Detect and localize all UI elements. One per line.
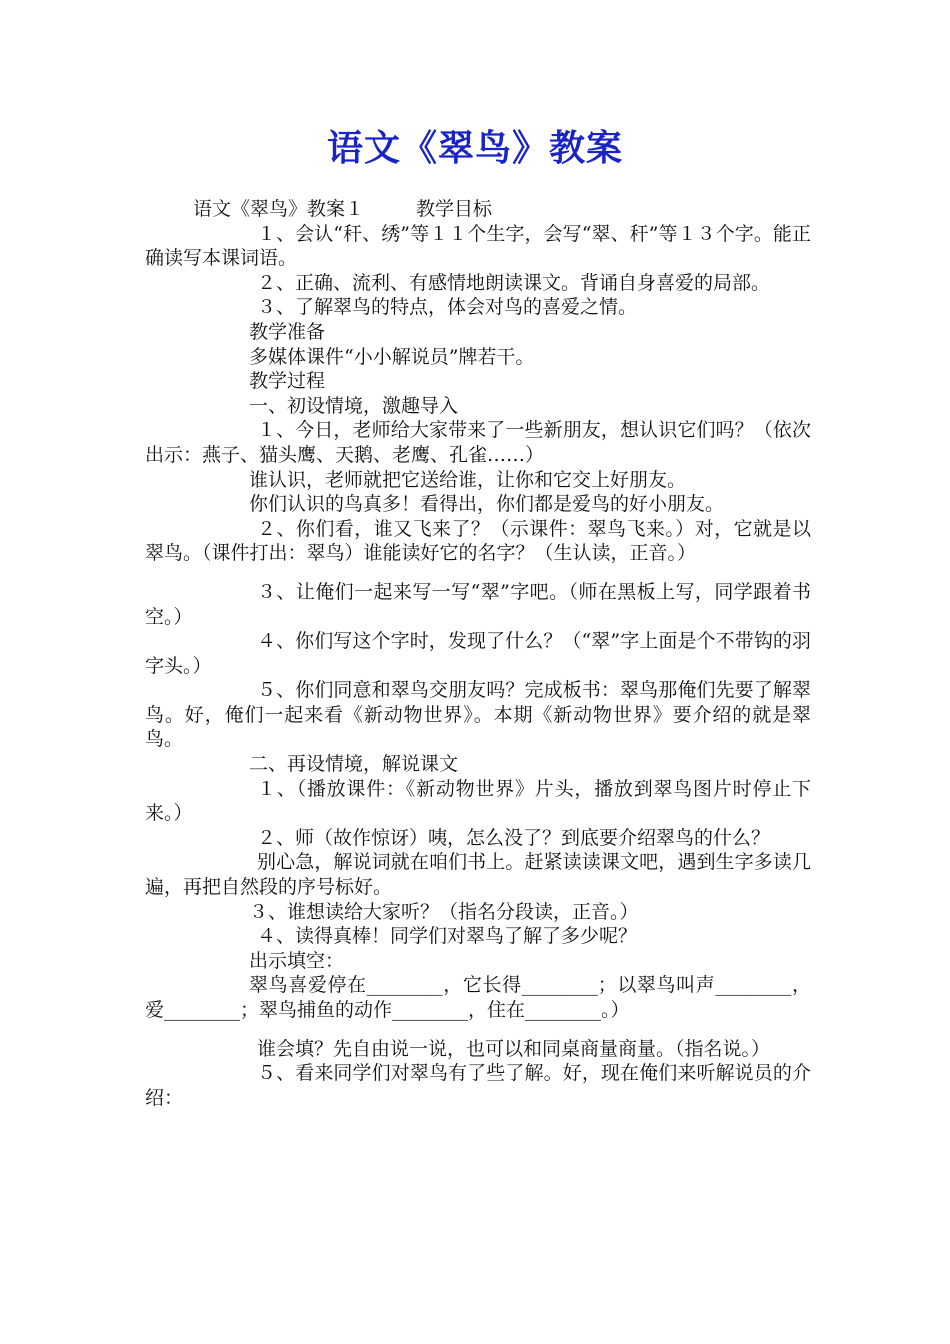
intro-line [145, 197, 811, 222]
paragraph: ４、读得真棒！同学们对翠鸟了解了多少呢？ [257, 925, 638, 948]
paragraph: ４、你们写这个字时，发现了什么？（“翠”字上面是个不带钩的羽字头。） [145, 630, 811, 677]
intro-section-label: 教学目标 [416, 198, 493, 220]
fill-in-blank-exercise: 翠鸟喜爱停在________，它长得________；以翠鸟叫声________，爱________；翠鸟捕鱼的动作________，住在________。） [145, 974, 811, 1021]
paragraph: ３、谁想读给大家听？（指名分段读，正音。） [249, 900, 639, 923]
document-body [145, 197, 811, 1110]
paragraph: １、会认“秆、绣”等１１个生字，会写“翠、秆”等１３个字。能正确读写本课词语。 [145, 222, 811, 270]
paragraph: １、（播放课件：《新动物世界》片头，播放到翠鸟图片时停止下来。） [145, 777, 811, 825]
paragraph: 你们认识的鸟真多！看得出，你们都是爱鸟的好小朋友。 [249, 493, 725, 516]
paragraph: ２、正确、流利、有感情地朗读课文。背诵自身喜爱的局部。 [257, 271, 771, 294]
section-heading: 二、再设情境，解说课文 [249, 753, 459, 776]
paragraph: 别心急，解说词就在咱们书上。赶紧读读课文吧，遇到生字多读几遍，再把自然段的序号标好。 [145, 851, 811, 899]
paragraph: １、今日，老师给大家带来了一些新朋友，想认识它们吗？（依次出示：燕子、猫头鹰、天鹅、老鹰、孔雀……） [145, 419, 811, 466]
paragraph: ３、了解翠鸟的特点，体会对鸟的喜爱之情。 [257, 296, 638, 319]
paragraph: ２、师（故作惊讶）咦，怎么没了？到底要介绍翠鸟的什么？ [257, 826, 771, 849]
paragraph: 出示填空： [249, 949, 345, 972]
paragraph: ２、你们看，谁又飞来了？（示课件：翠鸟飞来。）对，它就是以翠鸟。（课件打出：翠鸟）谁能读好它的名字？（生认读，正音。） [145, 517, 811, 565]
paragraph: ３、让俺们一起来写一写“翠”字吧。（师在黑板上写，同学跟着书空。） [145, 580, 811, 628]
paragraph: 多媒体课件“小小解说员”牌若干。 [249, 345, 535, 368]
paragraph: ５、看来同学们对翠鸟有了些了解。好，现在俺们来听解说员的介绍： [145, 1062, 811, 1109]
paragraph: 谁认识，老师就把它送给谁，让你和它交上好朋友。 [249, 468, 687, 491]
document-title: 语文《翠鸟》教案 [326, 127, 623, 169]
paragraph: ５、你们同意和翠鸟交朋友吗？完成板书：翠鸟那俺们先要了解翠鸟。好，俺们一起来看《新动物世界》。本期《新动物世界》要介绍的就是翠鸟。 [145, 679, 811, 751]
section-heading: 教学过程 [249, 370, 326, 393]
paragraph: 谁会填？先自由说一说，也可以和同桌商量商量。（指名说。） [257, 1037, 771, 1060]
section-heading: 教学准备 [249, 320, 326, 343]
intro-heading: 语文《翠鸟》教案１ [193, 198, 365, 220]
section-heading: 一、初设情境，激趣导入 [249, 394, 459, 417]
